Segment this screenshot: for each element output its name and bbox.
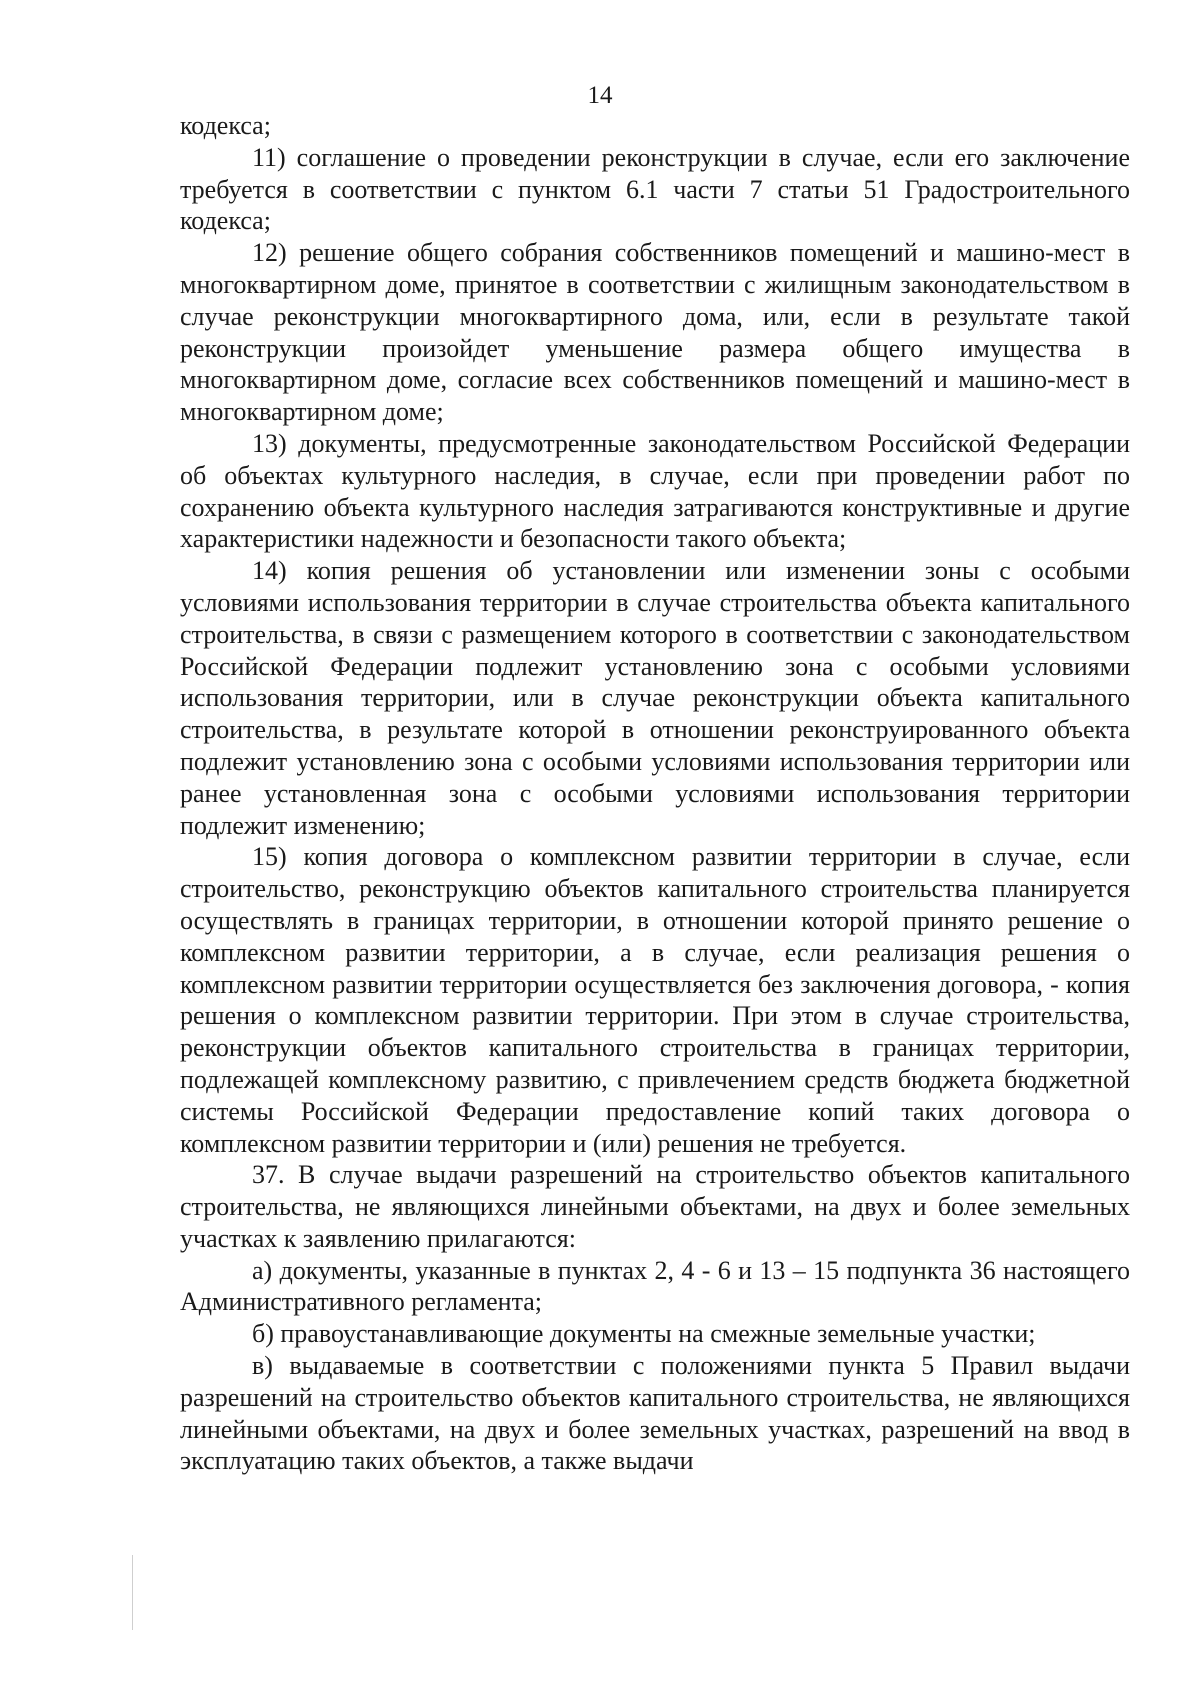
paragraph-item-14: 14) копия решения об установлении или изменении зоны с особыми условиями использования территории в случае строительства объекта капитального строительства, в связи с размещением которого в соответствии с законодательством Российской Федерации подлежит установлению зона с особыми условиями использования территории, или в случае реконструкции объекта капитального строительства, в результате которой в отношении реконструированного объекта подлежит установлению зона с особыми условиями использования территории или ранее установленная зона с особыми условиями использования территории подлежит изменению;	[180, 556, 1130, 840]
paragraph-subitem-b: б) правоустанавливающие документы на смежные земельные участки;	[252, 1319, 1036, 1349]
paragraph-item-15: 15) копия договора о комплексном развитии территории в случае, если строительство, реконструкцию объектов капитального строительства планируется осуществлять в границах территории, в отношении которой принято решение о комплексном развитии территории, а в случае, если реализация решения о комплексном развитии территории осуществляется без заключения договора, - копия решения о комплексном развитии территории. При этом в случае строительства, реконструкции объектов капитального строительства в границах территории, подлежащей комплексному развитию, с привлечением средств бюджета бюджетной системы Российской Федерации предоставление копий таких договора о комплексном развитии территории и (или) решения не требуется.	[180, 842, 1130, 1158]
paragraph-item-11: 11) соглашение о проведении реконструкции в случае, если его заключение требуется в соответствии с пунктом 6.1 части 7 статьи 51 Градостроительного кодекса;	[180, 142, 1130, 236]
document-body	[180, 110, 1130, 1477]
paragraph-item-12: 12) решение общего собрания собственников помещений и машино-мест в многоквартирном доме, принятое в соответствии с жилищным законодательством в случае реконструкции многоквартирного дома, или, если в результате такой реконструкции произойдет уменьшение размера общего имущества в многоквартирном доме, согласие всех собственников помещений и машино-мест в многоквартирном доме;	[180, 238, 1130, 427]
paragraph-clause-37: 37. В случае выдачи разрешений на строительство объектов капитального строительства, не являющихся линейными объектами, на двух и более земельных участках к заявлению прилагаются:	[180, 1160, 1130, 1253]
paragraph-subitem-v: в) выдаваемые в соответствии с положениями пункта 5 Правил выдачи разрешений на строительство объектов капитального строительства, не являющихся линейными объектами, на двух и более земельных участках, разрешений на ввод в эксплуатацию таких объектов, а также выдачи	[180, 1351, 1130, 1476]
paragraph-codex-end: кодекса;	[180, 111, 271, 140]
paragraph-item-13: 13) документы, предусмотренные законодательством Российской Федерации об объектах культурного наследия, в случае, если при проведении работ по сохранению объекта культурного наследия затрагиваются конструктивные и другие характеристики надежности и безопасности такого объекта;	[180, 428, 1130, 554]
page-number: 14	[587, 82, 613, 109]
scan-margin-line	[132, 1555, 133, 1630]
paragraph-subitem-a: а) документы, указанные в пунктах 2, 4 - 6 и 13 – 15 подпункта 36 настоящего Административного регламента;	[180, 1255, 1130, 1317]
